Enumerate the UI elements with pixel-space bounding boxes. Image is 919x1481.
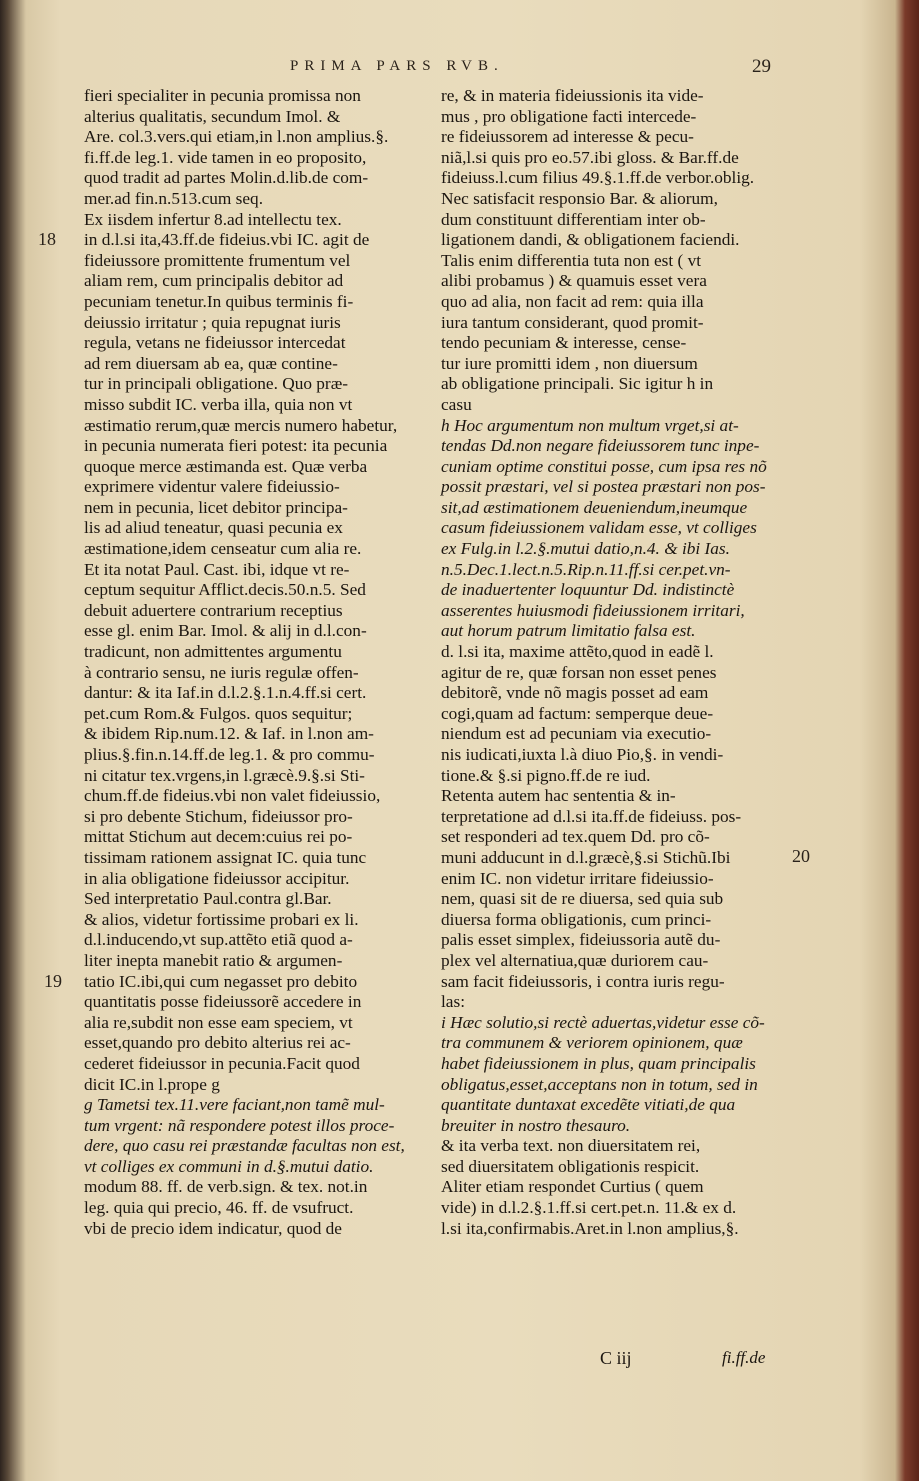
text-line: tendo pecuniam & interesse, cense-	[441, 333, 687, 353]
text-line: pecuniam tenetur.In quibus terminis fi-	[84, 291, 354, 311]
text-line: leg. quia qui precio, 46. ff. de vsufruct.	[84, 1198, 354, 1218]
text-line: in d.l.si ita,43.ff.de fideius.vbi IC. agit de	[84, 230, 370, 250]
text-line: æstimatione,idem censeatur cum alia re.	[84, 539, 362, 559]
text-line: terpretatione ad d.l.si ita.ff.de fideiuss. pos-	[441, 806, 742, 826]
text-line: ligationem dandi, & obligationem faciendi.	[441, 230, 740, 250]
text-line: sam facit fideiussoris, i contra iuris regu-	[441, 971, 725, 991]
text-line: ni citatur tex.vrgens,in l.græcè.9.§.si Sti-	[84, 765, 365, 785]
text-line: diuersa forma obligationis, cum princi-	[441, 909, 712, 929]
text-line: habet fideiussionem in plus, quam principalis	[441, 1053, 756, 1073]
text-line: plex vel alternatiua,quæ duriorem cau-	[441, 950, 709, 970]
margin-number-20: 20	[792, 846, 810, 866]
text-line: æstimatio rerum,quæ mercis numero habetur,	[84, 415, 398, 435]
text-line: tur in principali obligatione. Quo præ-	[84, 374, 348, 394]
text-line: nem in pecunia, licet debitor principa-	[84, 497, 348, 517]
text-line: nem, quasi sit de re diuersa, sed quia sub	[441, 889, 724, 909]
text-line: in pecunia numerata fieri potest: ita pecunia	[84, 436, 388, 456]
page-number: 29	[752, 56, 771, 77]
text-line: l.si ita,confirmabis.Aret.in l.non amplius,§.	[441, 1218, 739, 1238]
text-line: Nec satisfacit responsio Bar. & aliorum,	[441, 188, 718, 208]
text-line: re fideiussorem ad interesse & pecu-	[441, 127, 694, 147]
text-line: h Hoc argumentum non multum vrget,si at-	[441, 415, 739, 435]
text-line: lis ad aliud teneatur, quasi pecunia ex	[84, 518, 343, 538]
text-line: exprimere videntur valere fideiussio-	[84, 477, 340, 497]
text-line: dicit IC.in l.prope g	[84, 1074, 220, 1094]
text-line: cogi,quam ad factum: semperque deue-	[441, 703, 714, 723]
text-line: d. l.si ita, maxime attẽto,quod in eadẽ l.	[441, 642, 714, 662]
text-line: vt colliges ex communi in d.§.mutui datio.	[84, 1156, 374, 1176]
text-line: & alios, videtur fortissime probari ex li.	[84, 909, 359, 929]
text-line: sit,ad æstimationem deueniendum,ineumque	[441, 497, 748, 517]
text-line: set responderi ad tex.quem Dd. pro cõ-	[441, 827, 710, 847]
text-line: quantitatis posse fideiussorẽ accedere in	[84, 992, 362, 1012]
text-line: chum.ff.de fideius.vbi non valet fideiussio,	[84, 786, 381, 806]
margin-number-18: 18	[38, 229, 56, 249]
text-line: ab obligatione principali. Sic igitur h in	[441, 374, 714, 394]
text-line: niendum est ad pecuniam via executio-	[441, 724, 712, 744]
text-line: deiussio irritatur ; quia repugnat iuris	[84, 312, 341, 332]
text-line: Ex iisdem infertur 8.ad intellectu tex.	[84, 209, 342, 229]
text-line: tione.& §.si pigno.ff.de re iud.	[441, 765, 651, 785]
text-line: breuiter in nostro thesauro.	[441, 1115, 631, 1135]
text-line: de inaduertenter loquuntur Dd. indistinctè	[441, 580, 735, 600]
text-line: pet.cum Rom.& Fulgos. quos sequitur;	[84, 703, 353, 723]
text-line: tissimam rationem assignat IC. quia tunc	[84, 847, 367, 867]
text-line: quoque merce æstimanda est. Quæ verba	[84, 456, 368, 476]
text-line: nis iudicati,iuxta l.à diuo Pio,§. in vendi-	[441, 745, 724, 764]
text-line: agitur de re, quæ forsan non esset penes	[441, 662, 717, 682]
text-line: muni adducunt in d.l.græcè,§.si Stichũ.Ibi	[441, 847, 731, 867]
text-line: esset,quando pro debito alterius rei ac-	[84, 1033, 351, 1053]
text-line: plius.§.fin.n.14.ff.de leg.1. & pro commu-	[84, 745, 375, 764]
text-line: enim IC. non videtur irritare fideiussio-	[441, 868, 714, 888]
text-line: debitorẽ, vnde nõ magis posset ad eam	[441, 683, 709, 703]
text-line: palis esset simplex, fideiussoria autẽ du-	[441, 930, 721, 950]
text-line: cederet fideiussor in pecunia.Facit quod	[84, 1053, 360, 1073]
text-line: & ita verba text. non diuersitatem rei,	[441, 1136, 701, 1156]
text-line: alterius qualitatis, secundum Imol. &	[84, 106, 341, 126]
text-line: liter inepta manebit ratio & argumen-	[84, 950, 343, 970]
text-line: Sed interpretatio Paul.contra gl.Bar.	[84, 889, 332, 909]
text-line: ceptum sequitur Afflict.decis.50.n.5. Sed	[84, 580, 366, 600]
text-line: casum fideiussionem validam esse, vt colliges	[441, 518, 757, 538]
text-line: modum 88. ff. de verb.sign. & tex. not.in	[84, 1177, 368, 1197]
text-line: vbi de precio idem indicatur, quod de	[84, 1218, 342, 1238]
text-line: dantur: & ita Iaf.in d.l.2.§.1.n.4.ff.si cert.	[84, 683, 367, 703]
text-line: g Tametsi tex.11.vere faciant,non tamẽ mul-	[84, 1095, 385, 1115]
text-line: fideiuss.l.cum filius 49.§.1.ff.de verbor.oblig.	[441, 168, 755, 188]
text-line: las:	[441, 992, 465, 1012]
text-line: d.l.inducendo,vt sup.attẽto etiã quod a-	[84, 930, 353, 950]
text-line: mus , pro obligatione facti intercede-	[441, 106, 697, 126]
text-line: quantitate duntaxat excedẽte vitiati,de qua	[441, 1095, 736, 1115]
running-head: PRIMA PARS RVB.	[290, 58, 504, 74]
text-line: ex Fulg.in l.2.§.mutui datio,n.4. & ibi Ias.	[441, 539, 730, 559]
text-line: ad rem diuersam ab ea, quæ contine-	[84, 353, 338, 373]
signature-mark: C iij	[600, 1348, 632, 1368]
text-line: dere, quo casu rei præstandæ facultas non est,	[84, 1136, 405, 1156]
left-column	[84, 86, 419, 1239]
text-line: fi.ff.de leg.1. vide tamen in eo proposito,	[84, 147, 367, 167]
text-line: si pro debente Stichum, fideiussor pro-	[84, 806, 353, 826]
text-line: & ibidem Rip.num.12. & Iaf. in l.non am-	[84, 724, 374, 744]
text-line: alibi probamus ) & quamuis esset vera	[441, 271, 707, 291]
text-line: asserentes huiusmodi fideiussionem irritari,	[441, 600, 745, 620]
right-column	[441, 86, 786, 1239]
text-line: Retenta autem hac sententia & in-	[441, 786, 676, 806]
text-line: mittat Stichum aut decem:cuius rei po-	[84, 827, 353, 847]
text-line: Are. col.3.vers.qui etiam,in l.non amplius.§.	[84, 127, 389, 147]
text-line: debuit aduertere contrarium receptius	[84, 600, 343, 620]
text-line: alia re,subdit non esse eam speciem, vt	[84, 1012, 353, 1032]
text-line: casu	[441, 394, 472, 414]
text-line: esse gl. enim Bar. Imol. & alij in d.l.con-	[84, 621, 367, 641]
text-line: vide) in d.l.2.§.1.ff.si cert.pet.n. 11.& ex d.	[441, 1198, 737, 1218]
text-line: n.5.Dec.1.lect.n.5.Rip.n.11.ff.si cer.pet.vn-	[441, 559, 731, 579]
text-line: Talis enim differentia tuta non est ( vt	[441, 250, 702, 270]
text-line: re, & in materia fideiussionis ita vide-	[441, 86, 704, 105]
text-line: in alia obligatione fideiussor accipitur.	[84, 868, 350, 888]
text-line: mer.ad fin.n.513.cum seq.	[84, 188, 264, 208]
text-line: tatio IC.ibi,qui cum negasset pro debito	[84, 971, 358, 991]
text-line: cuniam optime constitui posse, cum ipsa res nõ	[441, 456, 767, 476]
text-line: fieri specialiter in pecunia promissa non	[84, 86, 361, 105]
text-line: tum vrgent: nã respondere potest illos proce-	[84, 1115, 395, 1135]
catchword: fi.ff.de	[722, 1348, 766, 1367]
margin-number-19: 19	[44, 971, 62, 991]
text-line: tendas Dd.non negare fideiussorem tunc inpe-	[441, 436, 760, 456]
text-line: fideiussore promittente frumentum vel	[84, 250, 351, 270]
text-line: regula, vetans ne fideiussor intercedat	[84, 333, 346, 353]
text-line: dum constituunt differentiam inter ob-	[441, 209, 706, 229]
text-line: tra communem & veriorem opinionem, quæ	[441, 1033, 743, 1053]
text-line: aliam rem, cum principalis debitor ad	[84, 271, 344, 291]
text-line: possit præstari, vel si postea præstari non pos-	[441, 477, 766, 497]
text-line: quod tradit ad partes Molin.d.lib.de com-	[84, 168, 369, 188]
text-line: niã,l.si quis pro eo.57.ibi gloss. & Bar.ff.de	[441, 147, 739, 167]
text-line: sed diuersitatem obligationis respicit.	[441, 1156, 700, 1176]
text-line: à contrario sensu, ne iuris regulæ offen-	[84, 662, 359, 682]
text-line: misso subdit IC. verba illa, quia non vt	[84, 394, 353, 414]
text-line: Aliter etiam respondet Curtius ( quem	[441, 1177, 704, 1197]
text-line: quo ad alia, non facit ad rem: quia illa	[441, 291, 704, 311]
text-line: tradicunt, non admittentes argumentu	[84, 642, 342, 662]
text-line: tur iure promitti idem , non diuersum	[441, 353, 698, 373]
text-line: iura tantum considerant, quod promit-	[441, 312, 704, 332]
text-line: i Hæc solutio,si rectè aduertas,videtur esse cõ-	[441, 1012, 765, 1032]
text-line: obligatus,esset,acceptans non in totum, sed in	[441, 1074, 758, 1094]
text-line: aut horum patrum limitatio falsa est.	[441, 621, 696, 641]
text-line: Et ita notat Paul. Cast. ibi, idque vt re-	[84, 559, 350, 579]
